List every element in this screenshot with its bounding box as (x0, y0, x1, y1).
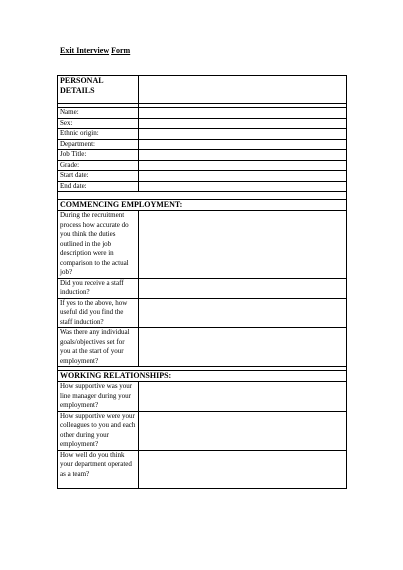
field-value-ethnic-origin[interactable] (139, 129, 347, 140)
question-row (58, 298, 347, 328)
field-label-ethnic-origin: Ethnic origin: (58, 129, 139, 140)
question-duties-accuracy: During the recruitment process how accurate do you think the duties outlined in the job description were in comparison to the actual job? (58, 211, 139, 279)
field-row-grade (58, 160, 347, 171)
question-row (58, 278, 347, 298)
field-label-end-date: End date: (58, 181, 139, 192)
question-department-teamwork: How well do you think your department operated as a team? (58, 450, 139, 488)
question-staff-induction: Did you receive a staff induction? (58, 278, 139, 298)
question-row (58, 328, 347, 367)
question-row (58, 211, 347, 279)
field-row-sex (58, 118, 347, 129)
answer-goals-objectives[interactable] (139, 328, 347, 367)
field-label-grade: Grade: (58, 160, 139, 171)
question-row (58, 411, 347, 450)
personal-details-header-row (58, 76, 347, 104)
personal-details-header (58, 76, 139, 104)
field-value-job-title[interactable] (139, 150, 347, 161)
field-value-department[interactable] (139, 139, 347, 150)
exit-interview-form (57, 75, 347, 489)
question-row (58, 382, 347, 412)
field-value-name[interactable] (139, 108, 347, 119)
question-line-manager-support: How supportive was your line manager during your employment? (58, 382, 139, 412)
field-row-start-date (58, 171, 347, 182)
field-row-job-title (58, 150, 347, 161)
answer-colleague-support[interactable] (139, 411, 347, 450)
answer-line-manager-support[interactable] (139, 382, 347, 412)
field-value-sex[interactable] (139, 118, 347, 129)
working-relationships-title: WORKING RELATIONSHIPS: (60, 371, 172, 380)
question-induction-usefulness: If yes to the above, how useful did you find the staff induction? (58, 298, 139, 328)
field-label-job-title: Job Title: (58, 150, 139, 161)
field-row-name (58, 108, 347, 119)
question-row (58, 450, 347, 488)
field-label-name: Name: (58, 108, 139, 119)
question-goals-objectives: Was there any individual goals/objectives set for you at the start of your employment? (58, 328, 139, 367)
answer-staff-induction[interactable] (139, 278, 347, 298)
working-relationships-header-row (58, 371, 347, 382)
commencing-employment-title: COMMENCING EMPLOYMENT: (60, 200, 183, 209)
answer-induction-usefulness[interactable] (139, 298, 347, 328)
personal-details-title: PERSONAL DETAILS (60, 76, 104, 95)
field-row-department (58, 139, 347, 150)
field-value-end-date[interactable] (139, 181, 347, 192)
working-relationships-header (58, 371, 347, 382)
commencing-employment-header (58, 200, 347, 211)
document-title-part2: Form (111, 46, 131, 55)
field-row-end-date (58, 181, 347, 192)
personal-details-header-spacer (139, 76, 347, 104)
field-label-start-date: Start date: (58, 171, 139, 182)
answer-duties-accuracy[interactable] (139, 211, 347, 279)
spacer-row (58, 192, 347, 200)
field-value-grade[interactable] (139, 160, 347, 171)
field-value-start-date[interactable] (139, 171, 347, 182)
field-label-department: Department: (58, 139, 139, 150)
answer-department-teamwork[interactable] (139, 450, 347, 488)
field-row-ethnic-origin (58, 129, 347, 140)
document-title (60, 46, 130, 55)
document-title-part1: Exit Interview (60, 46, 110, 55)
question-colleague-support: How supportive were your colleagues to you and each other during your employment? (58, 411, 139, 450)
commencing-employment-header-row (58, 200, 347, 211)
field-label-sex: Sex: (58, 118, 139, 129)
